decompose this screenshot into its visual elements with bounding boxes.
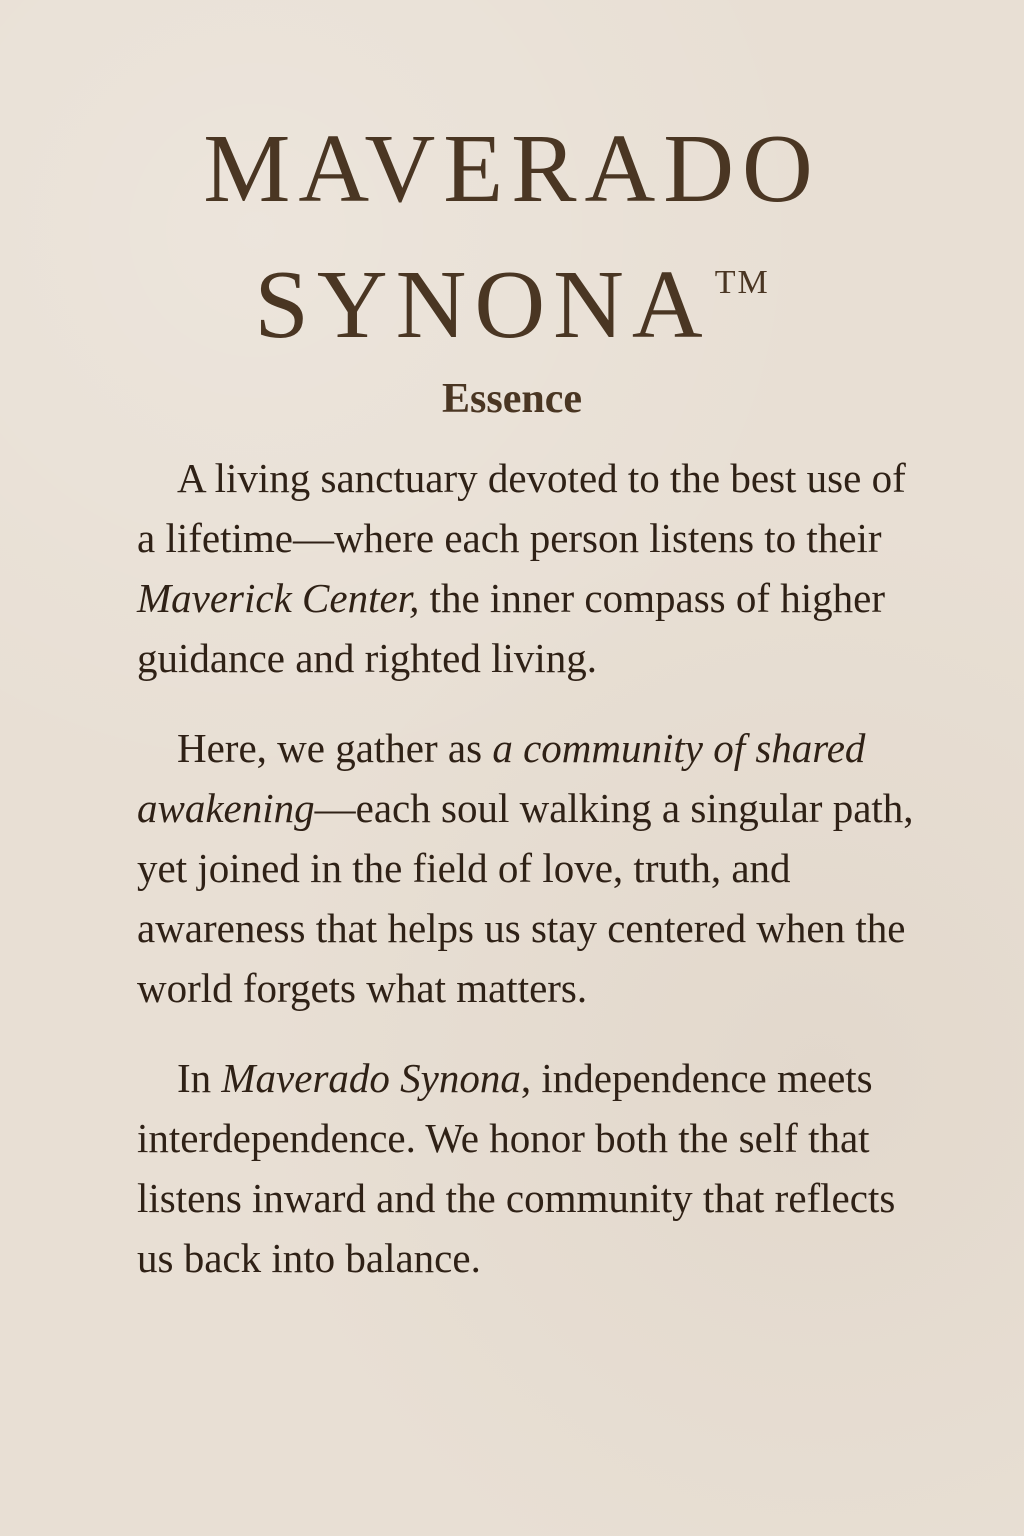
title-word-synona: SYNONA (254, 251, 711, 359)
paragraph-2-text-after: —each soul walking a singular path, yet joined in the field of love, truth, and awareness that helps us stay centered when the world forgets what matters. (137, 785, 914, 1011)
paragraph-1 (137, 448, 927, 688)
main-title (0, 115, 1024, 359)
paragraph-3 (137, 1048, 927, 1288)
paragraph-1-italic-text: Maverick Center, (137, 575, 420, 621)
title-line-synona (0, 251, 1024, 359)
title-line-maverado: MAVERADO (203, 115, 821, 223)
paragraph-2-italic-text: a community of shared awakening (137, 725, 866, 831)
paragraph-2 (137, 718, 927, 1018)
paragraph-2-text-before: Here, we gather as (177, 725, 493, 771)
paragraph-3-italic-text: Maverado Synona (221, 1055, 521, 1101)
paragraph-3-text-after: , independence meets interdependence. We honor both the self that listens inward and the community that reflects us back into balance. (137, 1055, 896, 1281)
trademark-mark: TM (714, 264, 770, 301)
paragraph-1-text-after: the inner compass of higher guidance and righted living. (137, 575, 886, 681)
paragraph-3-text-before: In (177, 1055, 222, 1101)
section-heading: Essence (442, 376, 582, 422)
body-content (137, 448, 927, 1288)
paragraph-1-text-before: A living sanctuary devoted to the best use of a lifetime—where each person listens to their (137, 455, 906, 561)
